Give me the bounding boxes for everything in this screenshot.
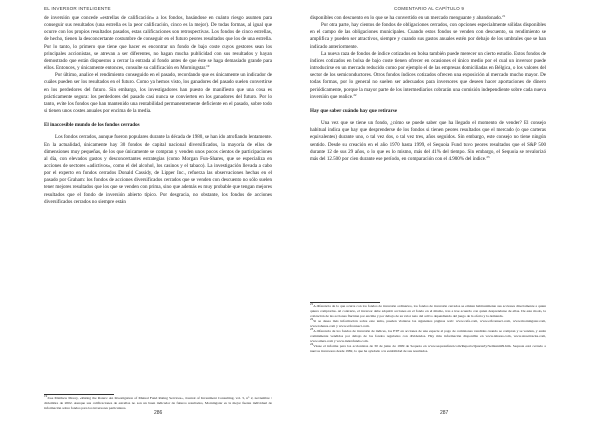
right-running-head: COMENTARIO AL CAPÍTULO 9 (394, 6, 465, 11)
left-footnotes (44, 396, 272, 411)
right-paragraph-3: La nueva raza de fondos de índice cotizados en bolsa también puede merecer un cierto estudio. Estos fondos de índices cotizados en bolsa de bajo coste tienen ofrecer en ocasiones el único medio por el cual un inversor puede introducirse en un mercado reducido como por ejemplo el de las empresas domiciliadas en Bélgica, o los valores del sector de los semiconductores. Otros fondos índices cotizados ofrecen una exposición al mercado mucho mayor. De todas formas, por lo general no suelen ser adecuados para inversores que deseen hacer aportaciones de dinero periódicamente, porque la mayor parte de los intermediarios cobrarán una comisión independiente sobre cada nueva inversión que realice.$^{22}$ (310, 50, 546, 100)
right-page-number: 287 (440, 410, 449, 416)
right-footnotes (310, 304, 546, 354)
right-footnote-23: $^{23}$A diferencia de los fondos de inversión de índices, los ETF en acciones de una especie al pago de comisiones vendidas cuando se compran y se venden, y están comúnmente vendidos por debajo de los fondos regulados con dividendos. Hay más información disponible en www.ishares.com, www.streettracks.com, www.amex.com y www.indexfunds.com. (310, 327, 546, 344)
left-footnote-rule (44, 394, 114, 395)
right-body-text (310, 15, 546, 163)
right-footnote-rule (310, 302, 380, 303)
left-page-number: 286 (154, 410, 163, 416)
left-paragraph-3: Los fondos cerrados, aunque fueron populares durante la década de 1980, se han ido atrofiando lentamente. En la actualidad, únicamente hay 30 fondos de capital nacional diversificados, la mayoría de ellos de dimensiones muy pequeñas, de los que únicamente se compran y venden unos pocos cientos de participaciones al día, con elevados gastos y desconcertantes estrategias (como Morgan Fun-Shares, que se especializa en acciones de sectores «adictivos», como el del alcohol, los casinos y el tabaco). La investigación llevada a cabo por el experto en fondos cerrados Donald Cassidy, de Lipper Inc., refuerza las observaciones hechas en el pasado por Graham: los fondos de acciones diversificados cerrados que se venden con descuento no sólo suelen tener mejores resultados que los que se venden con prima, sino que además es muy probable que tengan mejores resultados que el fondo de inversión abierto típico. Por desgracia, no obstante, los fondos de acciones diversificados cerrados no siempre están (44, 134, 272, 205)
left-footnote-19: $^{19}$Jose Matthew Morey, «Rating the Raters: An Investigation of Mutual Fund Rating Services», Journal of Investment Consulting, vol. 5, n° 2, noviembre / diciembre de 2002. Aunque sus calificaciones de estrellas no son un buen indicador de futuros resultados, Morningstar es la mejor fuente individual de información sobre fondos para los inversores particulares. (44, 394, 272, 411)
left-body-text (44, 15, 272, 206)
footnote-ref-21: 21 (502, 14, 506, 18)
right-page (300, 0, 600, 424)
right-paragraph-4: Una vez que se tiene un fondo, ¿cómo se puede saber que ha llegado el momento de vender? El consejo habitual indica que hay que desprenderse de los fondos si tienen peores resultados que el mercado (o que carteras equivalentes) durante uno, o tal vez dos, o tal vez tres, años seguidos. Sin embargo, este consejo no tiene ningún sentido. Desde su creación en el año 1970 hasta 1999, el Sequoia Fund tuvo peores resultados que el S&P 500 durante 12 de sus 29 años, o lo que es lo mismo, más del 41% del tiempo. Sin embargo, el Sequoia se revalorizó más del 12.500 por cien durante ese período, en comparación con el 4.900% del índice.$^{23}$ (310, 120, 546, 162)
right-footnote-22: $^{22}$Si se desea más información sobre este tema, pueden visitarse las siguientes páginas web: www.cefa.com, www.etfconnect.com, www.morningstar.com, www.ishares.com y www.etfconnect.com. (310, 317, 546, 329)
right-paragraph-2: Por otra parte, hay cientos de fondos de obligaciones cerrados, con opciones especialmente sólidas disponibles en el campo de las obligaciones municipales. Cuando estos fondos se venden con descuento, su rendimiento se amplifica y pueden ser atractivos, siempre y cuando sus gastos anuales estén por debajo de los umbrales que se han indicado anteriormente. (310, 22, 546, 50)
left-paragraph-1: de inversión que concede «estrellas de calificación» a los fondos, basándose en cuánto riesgo asumen para conseguir sus resultados (una estrella es la peor calificación, cinco es la mejor). De todas formas, al igual que ocurre con los propios resultados pasados, estas calificaciones son retrospectivas. Los fondos de cinco estrellas, de hecho, tienen la desconcertante costumbre de conseguir en el futuro peores resultados que los de una estrella. Por lo tanto, lo primero que tiene que hacer es encontrar un fondo de bajo coste cuyos gestores sean los principales accionistas, se atrevan a ser diferentes, no hagan mucha publicidad con sus resultados y hayan demostrado que están dispuestos a cerrar la entrada al fondo antes de que éste se haga demasiado grande para ellos. Entonces, y únicamente entonces, consulte su calificación en Morningstar.$^{19}$ (44, 15, 272, 72)
right-paragraph-1: disponibles con descuento en lo que se ha convertido en un mercado menguante y abandonado.$^{21}$ (310, 14, 506, 21)
footnote-ref-19: 19 (206, 64, 210, 69)
right-footnote-21: $^{21}$A diferencia de lo que ocurre con los fondos de inversión ordinarios, los fondos de inversión cerrados se emiten habitualmente sus acciones directamente a quien quiera comprarlas. Al contrario, el inversor debe adquirir acciones en el fondo en el mismo, tras e irse acuerdo con quien desprendarse de ellas. De este modo, la cotización de las acciones fluctúan por encima y por debajo de su valor neto del activo dependiendo del juego de la oferta y la demanda. (310, 302, 546, 319)
right-footnote-24: $^{24}$Véase el informe para los accionistas de 30 de junio de 1999 de Sequoia en www.sequoiafund.com/Reports/Quarterly/Semiann99.htm. Sequoia está cerrado a nuevos inversores desde 1982, lo que ha ayudado a la estabilidad de sus resultados. (310, 342, 546, 354)
right-section-title: Hay que saber cuándo hay que retirarse (310, 107, 397, 114)
left-section-title: El inaccesible mundo de los fondos cerrados (44, 122, 140, 129)
footnote-ref-22: 22 (353, 92, 357, 97)
footnote-ref-23: 23 (486, 154, 490, 159)
left-running-head: EL INVERSOR INTELIGENTE (44, 6, 111, 11)
left-paragraph-2: Por último, analice el rendimiento conseguido en el pasado, recordando que es únicamente un indicador de cuáles pueden ser los resultados en el futuro. Como ya hemos visto, los ganadores del pasado suelen convertirse en los perdedores del futuro. Sin embargo, los investigadores han puesto de manifiesto que una cosa es prácticamente segura: los perdedores del pasado casi nunca se convierten en los ganadores del futuro. Por lo tanto, evite los fondos que han mantenido una rentabilidad permanentemente deficiente en el pasado, sobre todo si tienen unos costes anuales por encima de la media. (44, 72, 272, 115)
